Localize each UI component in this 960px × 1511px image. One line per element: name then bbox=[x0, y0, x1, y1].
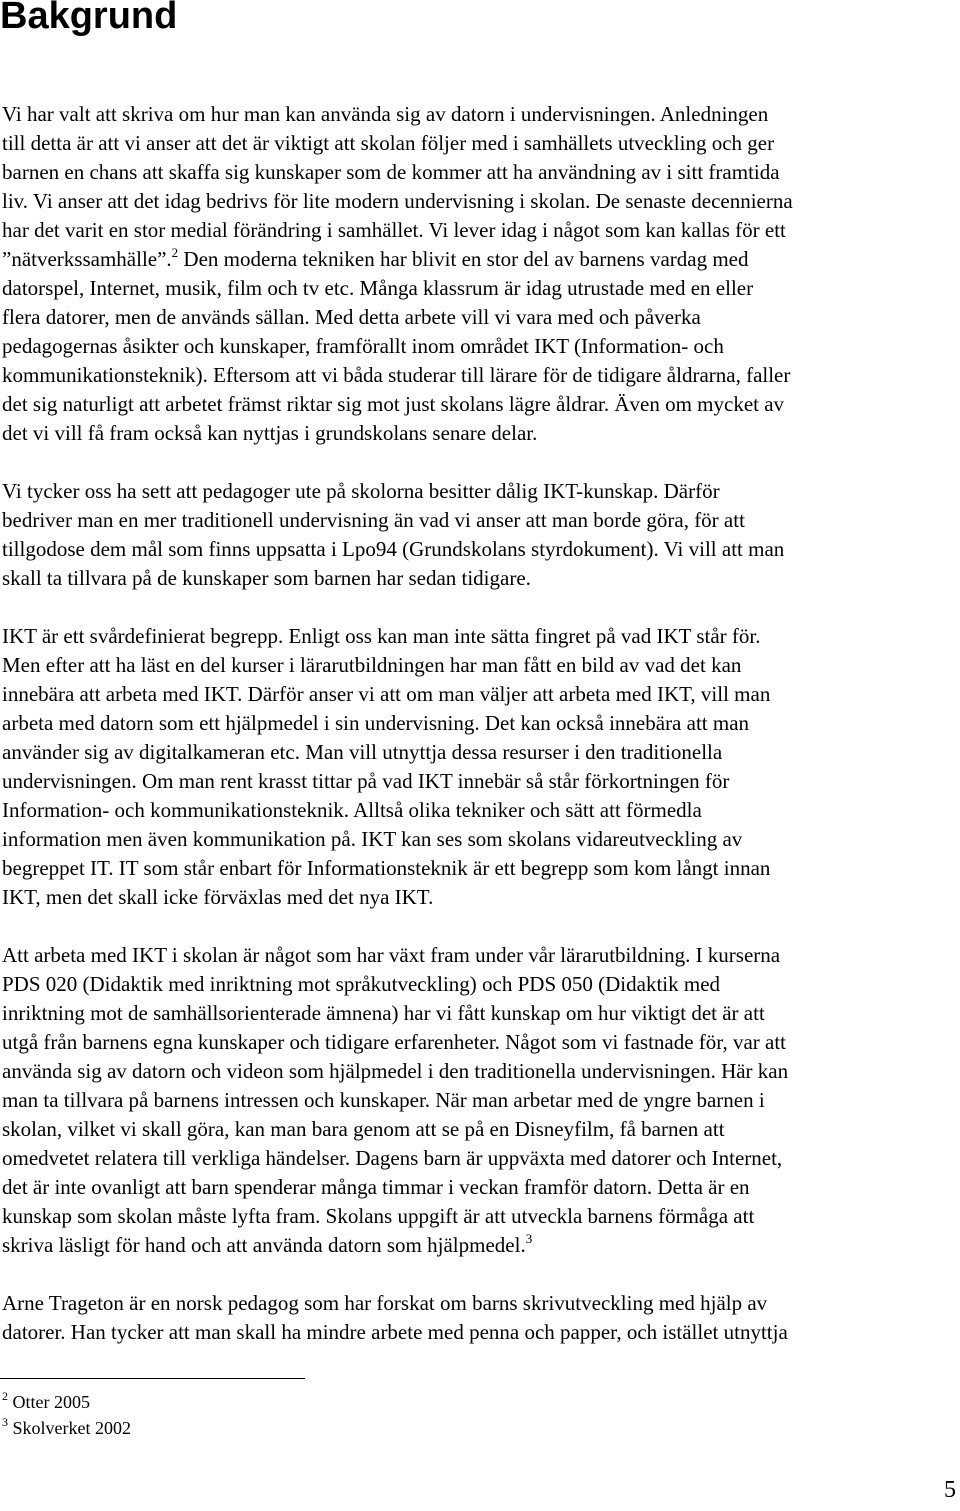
footnote-mark: 3 bbox=[2, 1415, 8, 1429]
text-line: använder sig av digitalkameran etc. Man vill utnyttja dessa resurser i den traditionella bbox=[2, 740, 723, 764]
paragraph-5 bbox=[2, 1289, 960, 1347]
body-text bbox=[2, 100, 960, 1347]
text-line: pedagogernas åsikter och kunskaper, framförallt inom området IKT (Information- och bbox=[2, 334, 724, 358]
footnote-text: Skolverket 2002 bbox=[8, 1418, 131, 1438]
text-line: liv. Vi anser att det idag bedrivs för lite modern undervisning i skolan. De senaste decennierna bbox=[2, 189, 793, 213]
text-line: datorer. Han tycker att man skall ha mindre arbete med penna och papper, och istället utnyttja bbox=[2, 1320, 788, 1344]
text-line: information men även kommunikation på. IKT kan ses som skolans vidareutveckling av bbox=[2, 827, 743, 851]
footnote-ref-2: 2 bbox=[171, 245, 179, 260]
paragraph-gap bbox=[2, 448, 960, 477]
text-line-with-footnote-ref bbox=[2, 1231, 960, 1260]
text-segment: Den moderna tekniken har blivit en stor del av barnens vardag med bbox=[178, 247, 749, 271]
text-line: Arne Trageton är en norsk pedagog som har forskat om barns skrivutveckling med hjälp av bbox=[2, 1291, 768, 1315]
paragraph-4 bbox=[2, 941, 960, 1260]
text-line: till detta är att vi anser att det är viktigt att skolan följer med i samhällets utveckling och ger bbox=[2, 131, 775, 155]
text-line: skall ta tillvara på de kunskaper som barnen har sedan tidigare. bbox=[2, 566, 531, 590]
text-line: inriktning mot de samhällsorienterade ämnena) har vi fått kunskap om hur viktigt det är att bbox=[2, 1001, 765, 1025]
footnotes bbox=[2, 1389, 131, 1441]
text-line: Vi tycker oss ha sett att pedagoger ute på skolorna besitter dålig IKT-kunskap. Därför bbox=[2, 479, 720, 503]
text-line: omedvetet relatera till verkliga händelser. Dagens barn är uppväxta med datorer och Internet, bbox=[2, 1146, 783, 1170]
text-line: datorspel, Internet, musik, film och tv etc. Många klassrum är idag utrustade med en eller bbox=[2, 276, 754, 300]
text-line: innebära att arbeta med IKT. Därför anser vi att om man väljer att arbeta med IKT, vill man bbox=[2, 682, 771, 706]
footnote-mark: 2 bbox=[2, 1389, 8, 1403]
text-line: använda sig av datorn och videon som hjälpmedel i den traditionella undervisningen. Här kan bbox=[2, 1059, 789, 1083]
text-line: skolan, vilket vi skall göra, kan man bara genom att se på en Disneyfilm, få barnen att bbox=[2, 1117, 725, 1141]
text-line: kunskap som skolan måste lyfta fram. Skolans uppgift är att utveckla barnens förmåga att bbox=[2, 1204, 755, 1228]
text-line: det är inte ovanligt att barn spenderar många timmar i veckan framför datorn. Detta är en bbox=[2, 1175, 750, 1199]
text-line: har det varit en stor medial förändring i samhället. Vi lever idag i något som kan kallas för ett bbox=[2, 218, 786, 242]
text-line: undervisningen. Om man rent krasst tittar på vad IKT innebär så står förkortningen för bbox=[2, 769, 730, 793]
text-line: utgå från barnens egna kunskaper och tidigare erfarenheter. Något som vi fastnade för, var att bbox=[2, 1030, 787, 1054]
paragraph-3 bbox=[2, 622, 960, 912]
footnote-3 bbox=[2, 1415, 131, 1441]
text-line: det vi vill få fram också kan nyttjas i grundskolans senare delar. bbox=[2, 421, 538, 445]
text-line-with-footnote-ref bbox=[2, 245, 960, 274]
text-line: begreppet IT. IT som står enbart för Informationsteknik är ett begrepp som kom långt innan bbox=[2, 856, 771, 880]
text-line: barnen en chans att skaffa sig kunskaper som de kommer att ha användning av i sitt framtida bbox=[2, 160, 780, 184]
text-line: IKT är ett svårdefinierat begrepp. Enligt oss kan man inte sätta fingret på vad IKT står för. bbox=[2, 624, 761, 648]
paragraph-gap bbox=[2, 1260, 960, 1289]
text-line: arbeta med datorn som ett hjälpmedel i sin undervisning. Det kan också innebära att man bbox=[2, 711, 750, 735]
text-line: kommunikationsteknik). Eftersom att vi båda studerar till lärare för de tidigare åldrarna, faller bbox=[2, 363, 791, 387]
footnote-text: Otter 2005 bbox=[8, 1392, 90, 1412]
text-line: Att arbeta med IKT i skolan är något som har växt fram under vår lärarutbildning. I kurserna bbox=[2, 943, 781, 967]
text-line: bedriver man en mer traditionell undervisning än vad vi anser att man borde göra, för att bbox=[2, 508, 745, 532]
footnote-separator bbox=[0, 1378, 305, 1379]
text-line: det sig naturligt att arbetet främst riktar sig mot just skolans lägre åldrar. Även om mycket av bbox=[2, 392, 785, 416]
text-segment: skriva läsligt för hand och att använda datorn som hjälpmedel. bbox=[2, 1233, 526, 1257]
section-heading: Bakgrund bbox=[0, 0, 178, 37]
paragraph-1 bbox=[2, 100, 960, 448]
text-segment: ”nätverkssamhälle”. bbox=[2, 247, 172, 271]
text-line: man ta tillvara på barnens intressen och kunskaper. När man arbetar med de yngre barnen i bbox=[2, 1088, 765, 1112]
text-line: Information- och kommunikationsteknik. Alltså olika tekniker och sätt att förmedla bbox=[2, 798, 702, 822]
text-line: IKT, men det skall icke förväxlas med det nya IKT. bbox=[2, 885, 434, 909]
text-line: Vi har valt att skriva om hur man kan använda sig av datorn i undervisningen. Anledningen bbox=[2, 102, 769, 126]
paragraph-gap bbox=[2, 593, 960, 622]
footnote-ref-3: 3 bbox=[525, 1231, 533, 1246]
paragraph-2 bbox=[2, 477, 960, 593]
text-line: tillgodose dem mål som finns uppsatta i Lpo94 (Grundskolans styrdokument). Vi vill att man bbox=[2, 537, 785, 561]
page-number: 5 bbox=[944, 1477, 956, 1503]
paragraph-gap bbox=[2, 912, 960, 941]
text-line: Men efter att ha läst en del kurser i lärarutbildningen har man fått en bild av vad det kan bbox=[2, 653, 742, 677]
text-line: flera datorer, men de används sällan. Med detta arbete vill vi vara med och påverka bbox=[2, 305, 701, 329]
text-line: PDS 020 (Didaktik med inriktning mot språkutveckling) och PDS 050 (Didaktik med bbox=[2, 972, 721, 996]
footnote-2 bbox=[2, 1389, 131, 1415]
